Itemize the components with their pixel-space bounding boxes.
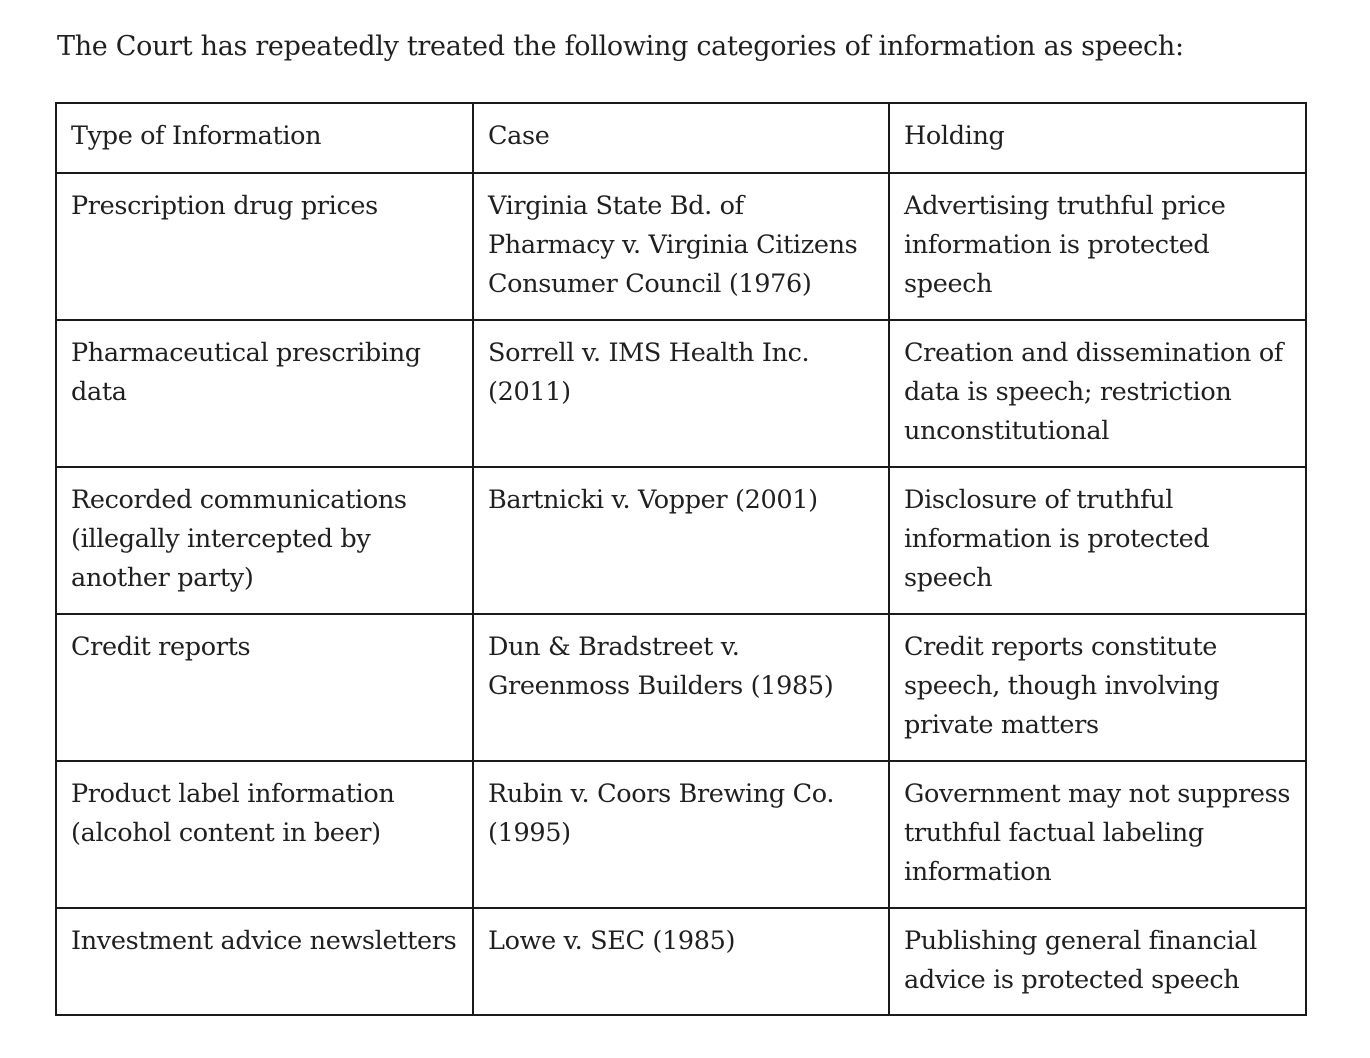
cell-case: Rubin v. Coors Brewing Co. (1995) <box>473 761 889 908</box>
table-row <box>56 761 1306 908</box>
intro-paragraph: The Court has repeatedly treated the following categories of information as speech: <box>57 31 1184 62</box>
speech-categories-table <box>55 102 1307 1016</box>
table-row <box>56 908 1306 1015</box>
header-holding: Holding <box>889 103 1306 173</box>
cell-type: Investment advice newsletters <box>56 908 473 1015</box>
cell-type: Pharmaceutical prescribing data <box>56 320 473 467</box>
cell-case: Bartnicki v. Vopper (2001) <box>473 467 889 614</box>
cell-holding: Advertising truthful price information is protected speech <box>889 173 1306 320</box>
table-row <box>56 614 1306 761</box>
header-case: Case <box>473 103 889 173</box>
table-row <box>56 467 1306 614</box>
cell-type: Recorded communications (illegally intercepted by another party) <box>56 467 473 614</box>
header-type-of-information: Type of Information <box>56 103 473 173</box>
cell-case: Sorrell v. IMS Health Inc. (2011) <box>473 320 889 467</box>
cell-case: Lowe v. SEC (1985) <box>473 908 889 1015</box>
cell-type: Prescription drug prices <box>56 173 473 320</box>
cell-type: Product label information (alcohol content in beer) <box>56 761 473 908</box>
cell-case: Virginia State Bd. of Pharmacy v. Virginia Citizens Consumer Council (1976) <box>473 173 889 320</box>
cell-holding: Disclosure of truthful information is protected speech <box>889 467 1306 614</box>
cell-holding: Creation and dissemination of data is speech; restriction unconstitutional <box>889 320 1306 467</box>
cell-case: Dun & Bradstreet v. Greenmoss Builders (1985) <box>473 614 889 761</box>
table-header-row <box>56 103 1306 173</box>
cell-holding: Government may not suppress truthful factual labeling information <box>889 761 1306 908</box>
cell-holding: Credit reports constitute speech, though involving private matters <box>889 614 1306 761</box>
cell-type: Credit reports <box>56 614 473 761</box>
table-row <box>56 320 1306 467</box>
table-row <box>56 173 1306 320</box>
cell-holding: Publishing general financial advice is protected speech <box>889 908 1306 1015</box>
